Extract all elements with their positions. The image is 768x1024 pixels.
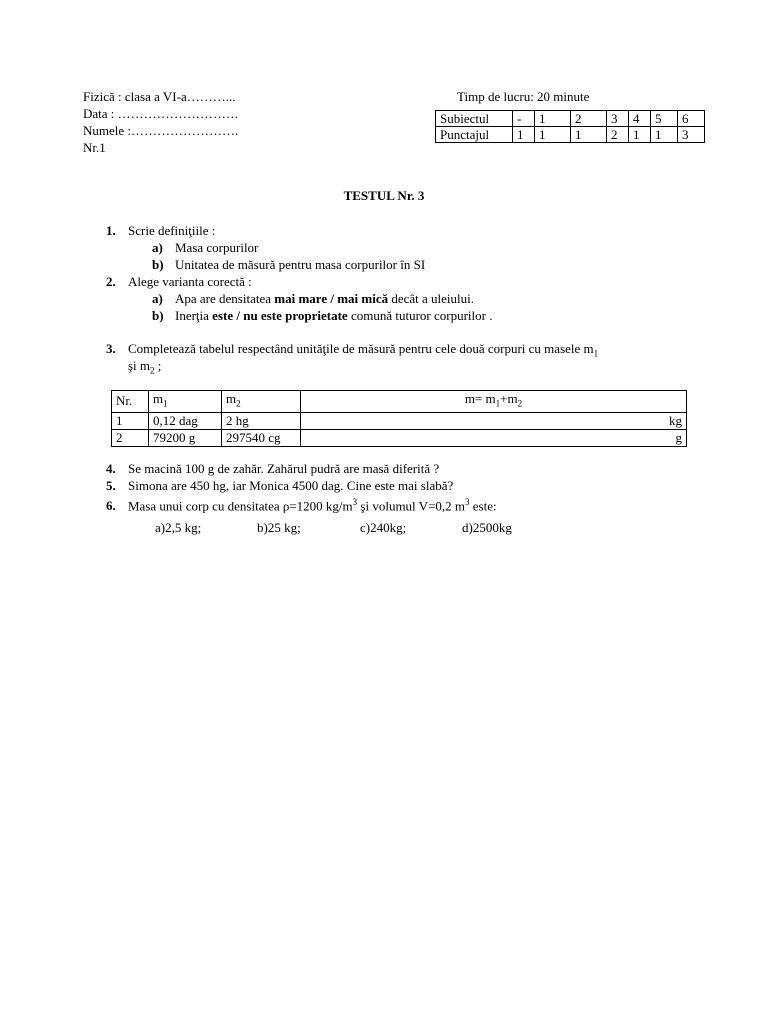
table-row bbox=[112, 429, 687, 446]
item-text: decât a uleiului. bbox=[388, 291, 475, 306]
row-m2: 297540 cg bbox=[222, 429, 301, 446]
question-4 bbox=[106, 460, 439, 477]
question-text: Completează tabelul respectând unităţile de măsură pentru cele două corpuri cu masele m bbox=[128, 341, 594, 356]
header-m2 bbox=[222, 391, 301, 413]
answer-options bbox=[155, 519, 512, 536]
question-2a bbox=[152, 290, 474, 307]
score-row-subject bbox=[436, 111, 705, 127]
question-number: 2. bbox=[106, 274, 116, 289]
answer-option-a: a)2,5 kg; bbox=[155, 520, 202, 535]
item-text: Apa are densitatea bbox=[175, 291, 275, 306]
subscript: 2 bbox=[150, 365, 155, 376]
table-row bbox=[112, 412, 687, 429]
page-title: TESTUL Nr. 3 bbox=[343, 188, 425, 203]
row-sum-unit: g bbox=[301, 429, 687, 446]
question-number: 3. bbox=[106, 341, 116, 356]
question-text: şi volumul V=0,2 m bbox=[357, 498, 466, 514]
item-letter: a) bbox=[152, 291, 163, 306]
name-line: Numele :……………………. bbox=[83, 123, 239, 138]
score-cell: 1 bbox=[535, 127, 571, 143]
item-text: Masa corpurilor bbox=[175, 240, 259, 255]
score-cell: 3 bbox=[607, 111, 629, 127]
score-cell: 3 bbox=[678, 127, 705, 143]
item-choice: mai mare / mai mică bbox=[274, 291, 389, 306]
answer-option-b: b)25 kg; bbox=[257, 520, 301, 535]
question-1b bbox=[152, 256, 425, 273]
question-number: 4. bbox=[106, 461, 116, 476]
question-text: Simona are 450 hg, iar Monica 4500 dag. Cine este mai slabă? bbox=[128, 478, 454, 493]
question-2 bbox=[106, 273, 252, 290]
score-cell: - bbox=[513, 111, 535, 127]
item-letter: b) bbox=[152, 308, 164, 323]
item-letter: a) bbox=[152, 240, 163, 255]
row-m2: 2 hg bbox=[222, 412, 301, 429]
score-cell: 2 bbox=[571, 111, 607, 127]
header-sum-text: +m bbox=[500, 391, 518, 406]
subject-line: Fizică : clasa a VI-a………... bbox=[83, 89, 236, 104]
score-table bbox=[435, 110, 705, 143]
subscript: 1 bbox=[495, 398, 501, 409]
question-text: Masa unui corp cu densitatea ρ=1200 kg/m bbox=[128, 498, 353, 514]
question-text: Alege varianta corectă : bbox=[128, 274, 252, 289]
mass-table-header bbox=[112, 391, 687, 413]
score-cell: 1 bbox=[535, 111, 571, 127]
question-number: 1. bbox=[106, 223, 116, 238]
question-5 bbox=[106, 477, 453, 494]
item-text: Inerţia bbox=[175, 308, 213, 323]
score-cell: 6 bbox=[678, 111, 705, 127]
superscript: 3 bbox=[352, 497, 358, 507]
score-cell: 1 bbox=[513, 127, 535, 143]
question-1a bbox=[152, 239, 258, 256]
score-cell: 1 bbox=[571, 127, 607, 143]
answer-option-c: c)240kg; bbox=[360, 520, 407, 535]
header-sum bbox=[301, 391, 687, 413]
score-cell: 5 bbox=[651, 111, 678, 127]
question-number: 5. bbox=[106, 478, 116, 493]
row-nr: 2 bbox=[112, 429, 149, 446]
score-cell: 1 bbox=[629, 127, 651, 143]
header-m2-text: m bbox=[226, 391, 237, 406]
header-nr: Nr. bbox=[112, 391, 149, 413]
subscript: 2 bbox=[236, 398, 241, 409]
item-letter: b) bbox=[152, 257, 164, 272]
question-3 bbox=[106, 340, 598, 363]
row-m1: 0,12 dag bbox=[149, 412, 222, 429]
header-info bbox=[83, 88, 238, 156]
score-cell: 1 bbox=[651, 127, 678, 143]
score-cell: 2 bbox=[607, 127, 629, 143]
question-text: Se macină 100 g de zahăr. Zahărul pudră are masă diferită ? bbox=[128, 461, 440, 476]
item-text: comună tuturor corpurilor . bbox=[347, 308, 493, 323]
item-text: Unitatea de măsură pentru masa corpurilor în SI bbox=[175, 257, 426, 272]
answer-option-d: d)2500kg bbox=[462, 520, 512, 535]
work-time: Timp de lucru: 20 minute bbox=[457, 89, 590, 104]
score-row-points bbox=[436, 127, 705, 143]
question-2b bbox=[152, 307, 492, 324]
item-choice: este / nu este proprietate bbox=[212, 308, 348, 323]
score-cell: 4 bbox=[629, 111, 651, 127]
question-text: Scrie definiţiile : bbox=[128, 223, 216, 238]
row-m1: 79200 g bbox=[149, 429, 222, 446]
date-line: Data : ………………………. bbox=[83, 106, 238, 121]
header-m1 bbox=[149, 391, 222, 413]
question-1 bbox=[106, 222, 215, 239]
question-6 bbox=[106, 494, 497, 514]
subscript: 1 bbox=[163, 398, 168, 409]
row-nr: 1 bbox=[112, 412, 149, 429]
number-line: Nr.1 bbox=[83, 140, 106, 155]
question-number: 6. bbox=[106, 498, 116, 514]
question-text: şi m bbox=[128, 358, 151, 373]
header-sum-text: m= m bbox=[464, 391, 496, 406]
question-text: ; bbox=[154, 358, 162, 373]
score-row-label: Subiectul bbox=[436, 111, 513, 127]
header-m1-text: m bbox=[153, 391, 164, 406]
question-text: este: bbox=[469, 498, 497, 514]
subscript: 1 bbox=[593, 348, 599, 359]
score-row-label: Punctajul bbox=[436, 127, 513, 143]
row-sum-unit: kg bbox=[301, 412, 687, 429]
superscript: 3 bbox=[465, 497, 470, 507]
question-3-line2 bbox=[128, 357, 161, 380]
subscript: 2 bbox=[517, 398, 523, 409]
mass-table bbox=[111, 390, 687, 447]
